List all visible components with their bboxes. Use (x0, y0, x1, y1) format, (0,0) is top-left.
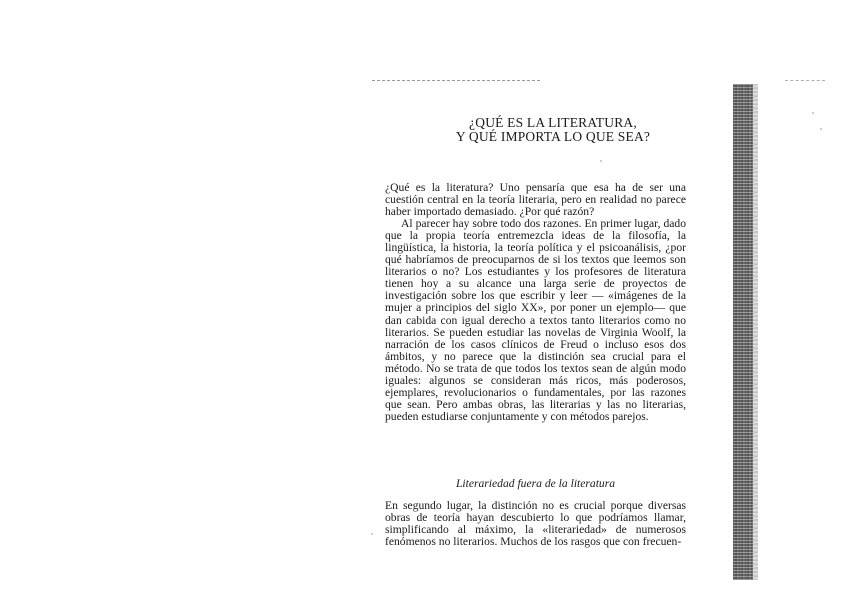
paragraph-2: Al parecer hay sobre todo dos razones. En primer lugar, dado que la propia teoría entremezcla ideas de la filosofía, la lingüística, la historia, la teoría política y el psicoanálisis, ¿por qué habríamos de preocuparnos de si los textos que leemos son literarios o no? Los estudiantes y los profesores de literatura tienen hoy a su alcance una larga serie de proyectos de investigación sobre los que escribir y leer — «imágenes de la mujer a principios del siglo XX», por poner un ejemplo— que dan cabida con igual derecho a textos tanto literarios como no literarios. Se pueden estudiar las novelas de Virginia Woolf, la narración de los casos clínicos de Freud o incluso esos dos ámbitos, y no parece que la distinción sea crucial para el método. No se trata de que todos los textos sean de algún modo iguales: algunos se consideran más ricos, más poderosos, ejemplares, revolucionarios o fundamentales, por las razones que sean. Pero ambas obras, las literarias y las no literarias, pueden estudiarse conjuntamente y con métodos parejos. (385, 217, 686, 423)
book-spine-edge (753, 84, 758, 580)
paragraph-1: ¿Qué es la literatura? Uno pensaría que esa ha de ser una cuestión central en la teoría literaria, pero en realidad no parece haber importado demasiado. ¿Por qué razón? (385, 181, 686, 219)
scan-speck (820, 128, 822, 130)
scan-speck (812, 112, 814, 114)
chapter-body (385, 182, 686, 423)
book-spine-shadow (733, 84, 753, 580)
chapter-header (385, 116, 685, 144)
chapter-title-line-1: ¿QUÉ ES LA LITERATURA, (469, 115, 637, 130)
section-paragraph: En segundo lugar, la distinción no es crucial porque diversas obras de teoría hayan descubierto lo que podríamos llamar, simplificando al máximo, la «literariedad» de numerosos fenómenos no literarios. Muchos de los rasgos que con frecuen- (385, 499, 686, 549)
scan-artifact-line (372, 80, 540, 81)
scan-artifact-line-right (785, 80, 825, 81)
chapter-title-line-2: Y QUÉ IMPORTA LO QUE SEA? (455, 129, 651, 144)
scan-speck (371, 533, 373, 535)
section-heading: Literariedad fuera de la literatura (455, 477, 616, 490)
scan-speck (600, 160, 602, 162)
